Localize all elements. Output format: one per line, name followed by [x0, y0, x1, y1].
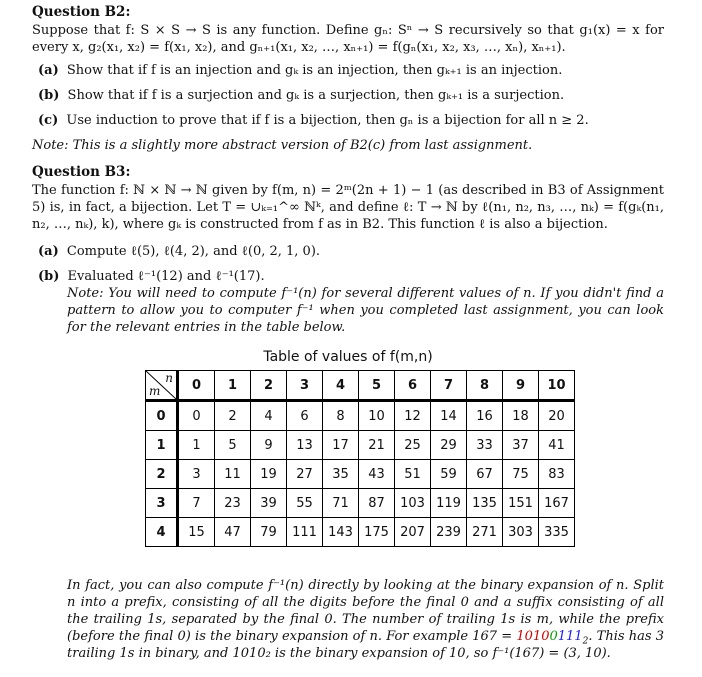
- b3-item-b-label: (b): [38, 269, 60, 284]
- table-caption: Table of values of f(m,n): [263, 349, 433, 365]
- table-cell: 10: [359, 401, 395, 431]
- table-cell: 3: [178, 460, 215, 489]
- table-cell: 8: [323, 401, 359, 431]
- table-cell: 16: [467, 401, 503, 431]
- b2-item-b-label: (b): [38, 88, 60, 103]
- table-cell: 207: [395, 518, 431, 547]
- b3-note: Note: You will need to compute f⁻¹(n) for several different values of n. If you didn't find a pattern to allow you to computer f⁻¹ when you completed last assignment, you can look for the relevant entries in the table below.: [67, 286, 664, 335]
- table-cell: 83: [539, 460, 575, 489]
- b3-item-a-label: (a): [38, 244, 59, 259]
- table-cell: 239: [431, 518, 467, 547]
- col-header-7: 7: [431, 371, 467, 401]
- table-cell: 9: [251, 431, 287, 460]
- b2-item-a: [38, 62, 664, 79]
- table-cell: 20: [539, 401, 575, 431]
- table-cell: 75: [503, 460, 539, 489]
- b3-item-a: [38, 243, 664, 260]
- row-header-3: 3: [146, 489, 178, 518]
- table-cell: 1: [178, 431, 215, 460]
- table-cell: 27: [287, 460, 323, 489]
- b2-item-c: [38, 112, 664, 129]
- b3-items: [38, 243, 664, 285]
- table-cell: 5: [215, 431, 251, 460]
- table-cell: 2: [215, 401, 251, 431]
- col-header-1: 1: [215, 371, 251, 401]
- col-header-5: 5: [359, 371, 395, 401]
- b2-item-c-text: Use induction to prove that if f is a bijection, then gₙ is a bijection for all n ≥ 2.: [66, 113, 589, 128]
- table-cell: 7: [178, 489, 215, 518]
- col-header-3: 3: [287, 371, 323, 401]
- b3-heading: Question B3:: [32, 164, 131, 180]
- table-corner-cell: [146, 371, 178, 401]
- table-cell: 6: [287, 401, 323, 431]
- table-row: [146, 518, 575, 547]
- b2-item-b: [38, 87, 664, 104]
- col-header-8: 8: [467, 371, 503, 401]
- row-header-1: 1: [146, 431, 178, 460]
- table-cell: 55: [287, 489, 323, 518]
- table-cell: 175: [359, 518, 395, 547]
- table-cell: 12: [395, 401, 431, 431]
- col-header-2: 2: [251, 371, 287, 401]
- b3-item-a-text: Compute ℓ(5), ℓ(4, 2), and ℓ(0, 2, 1, 0).: [66, 244, 321, 259]
- b2-intro: Suppose that f: S × S → S is any function. Define gₙ: Sⁿ → S recursively so that g₁(x) = x for every x, g₂(x₁, x₂) = f(x₁, x₂), and gₙ₊₁(x₁, x₂, …, xₙ₊₁) = f(gₙ(x₁, x₂, x₃, …, xₙ), xₙ₊₁).: [32, 23, 664, 55]
- col-header-10: 10: [539, 371, 575, 401]
- table-cell: 18: [503, 401, 539, 431]
- table-cell: 119: [431, 489, 467, 518]
- binary-explanation: [67, 577, 664, 662]
- b2-note: Note: This is a slightly more abstract version of B2(c) from last assignment.: [32, 138, 533, 153]
- table-cell: 87: [359, 489, 395, 518]
- table-cell: 79: [251, 518, 287, 547]
- table-cell: 67: [467, 460, 503, 489]
- table-cell: 271: [467, 518, 503, 547]
- table-cell: 23: [215, 489, 251, 518]
- table-cell: 43: [359, 460, 395, 489]
- table-row: [146, 431, 575, 460]
- table-cell: 13: [287, 431, 323, 460]
- col-header-0: 0: [178, 371, 215, 401]
- col-header-6: 6: [395, 371, 431, 401]
- b2-item-a-label: (a): [38, 63, 59, 78]
- col-header-9: 9: [503, 371, 539, 401]
- table-cell: 143: [323, 518, 359, 547]
- corner-m-label: m: [149, 384, 161, 398]
- table-cell: 103: [395, 489, 431, 518]
- table-cell: 335: [539, 518, 575, 547]
- b2-items: [38, 62, 664, 129]
- row-header-4: 4: [146, 518, 178, 547]
- table-cell: 41: [539, 431, 575, 460]
- binary-suffix: 111: [557, 629, 583, 644]
- b3-intro: The function f: ℕ × ℕ → ℕ given by f(m, n) = 2ᵐ(2n + 1) − 1 (as described in B3 of Assignment 5) is, in fact, a bijection. Let T = ∪ₖ₌₁^∞ ℕᵏ, and define ℓ: T → ℕ by ℓ(n₁, n₂, n₃, …, nₖ) = f(gₖ(n₁, n₂, …, nₖ), k), where gₖ is constructed from f as in B2. This function ℓ is also a bijection.: [32, 183, 664, 232]
- binary-prefix: 1010: [516, 629, 550, 644]
- binary-subscript: 2: [582, 636, 589, 647]
- b2-item-c-label: (c): [38, 113, 59, 128]
- table-cell: 39: [251, 489, 287, 518]
- table-cell: 11: [215, 460, 251, 489]
- table-cell: 71: [323, 489, 359, 518]
- table-cell: 14: [431, 401, 467, 431]
- table-cell: 151: [503, 489, 539, 518]
- col-header-4: 4: [323, 371, 359, 401]
- table-cell: 135: [467, 489, 503, 518]
- table-row: [146, 460, 575, 489]
- document-page: [32, 4, 664, 662]
- table-cell: 0: [178, 401, 215, 431]
- binary-text-before: In fact, you can also compute f⁻¹(n) directly by looking at the binary expansion of n. Split n into a prefix, consisting of all the digits before the final 0 and a suffix consisting of all the trailing 1s, separated by the final 0. The number of trailing 1s is m, while the prefix (before the final 0) is the binary expansion of n. For example 167 =: [67, 578, 664, 644]
- row-header-2: 2: [146, 460, 178, 489]
- table-cell: 51: [395, 460, 431, 489]
- table-cell: 59: [431, 460, 467, 489]
- values-table: [145, 370, 575, 547]
- table-row: [146, 401, 575, 431]
- table-cell: 35: [323, 460, 359, 489]
- b2-item-b-text: Show that if f is a surjection and gₖ is a surjection, then gₖ₊₁ is a surjection.: [67, 88, 565, 103]
- table-row: [146, 489, 575, 518]
- table-cell: 17: [323, 431, 359, 460]
- b2-heading: Question B2:: [32, 4, 131, 20]
- table-cell: 29: [431, 431, 467, 460]
- table-cell: 25: [395, 431, 431, 460]
- table-header-row: [146, 371, 575, 401]
- row-header-0: 0: [146, 401, 178, 431]
- table-cell: 111: [287, 518, 323, 547]
- table-cell: 4: [251, 401, 287, 431]
- table-cell: 47: [215, 518, 251, 547]
- binary-text-after: . This has 3 trailing 1s in binary, and 1010₂ is the binary expansion of 10, so f⁻¹(167) = (3, 10).: [67, 629, 665, 661]
- table-cell: 37: [503, 431, 539, 460]
- table-cell: 19: [251, 460, 287, 489]
- table-cell: 33: [467, 431, 503, 460]
- table-cell: 15: [178, 518, 215, 547]
- corner-n-label: n: [165, 371, 173, 385]
- b3-item-b-text: Evaluated ℓ⁻¹(12) and ℓ⁻¹(17).: [67, 269, 265, 284]
- table-cell: 303: [503, 518, 539, 547]
- binary-zero: 0: [549, 629, 558, 644]
- b3-item-b: [38, 268, 664, 285]
- table-cell: 21: [359, 431, 395, 460]
- table-cell: 167: [539, 489, 575, 518]
- b2-item-a-text: Show that if f is an injection and gₖ is an injection, then gₖ₊₁ is an injection.: [66, 63, 563, 78]
